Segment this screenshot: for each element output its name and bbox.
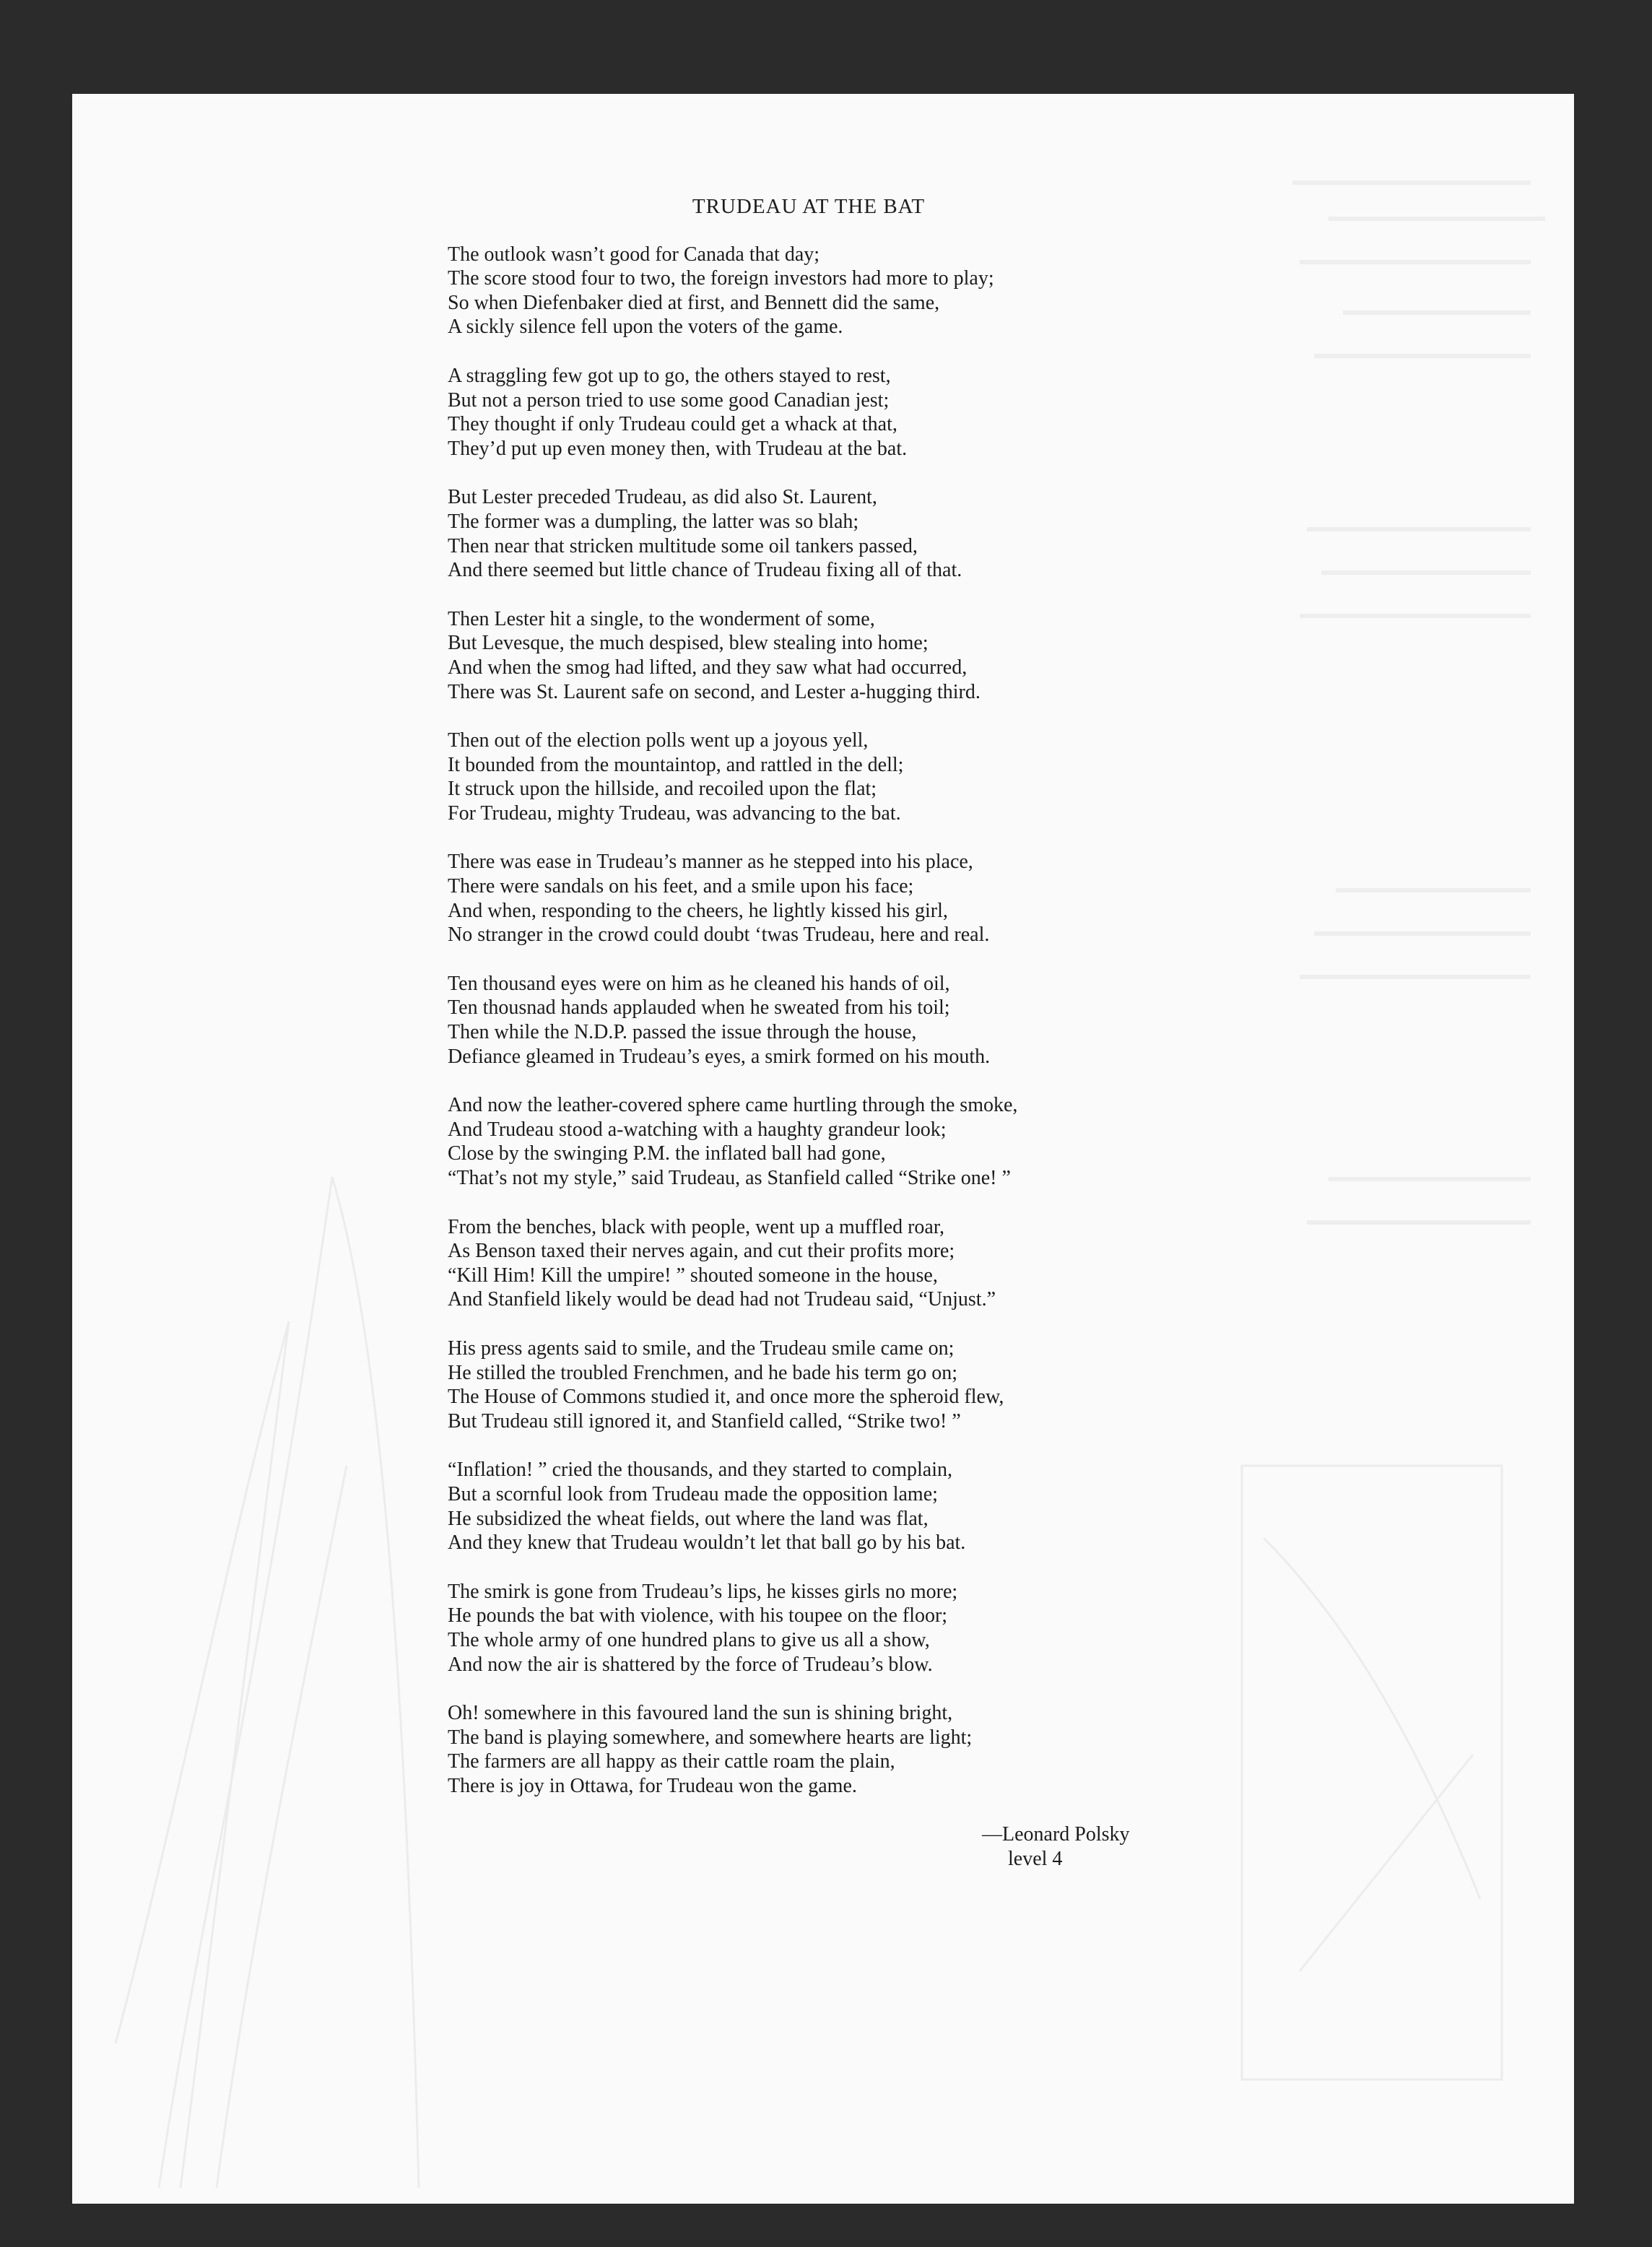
stanza-2: [448, 364, 1314, 461]
poem-line: The score stood four to two, the foreign investors had more to play;: [448, 267, 994, 290]
poem-line: Then near that stricken multitude some oil tankers passed,: [448, 534, 918, 557]
poem-line: And when, responding to the cheers, he lightly kissed his girl,: [448, 899, 948, 922]
poem-line: There was St. Laurent safe on second, and Lester a-hugging third.: [448, 680, 981, 703]
author-name: —Leonard Polsky: [982, 1823, 1130, 1846]
poem-line: But Levesque, the much despised, blew stealing into home;: [448, 632, 929, 655]
stanza-3: [448, 485, 1314, 582]
poem-line: A straggling few got up to go, the others stayed to rest,: [448, 364, 891, 387]
poem-line: His press agents said to smile, and the Trudeau smile came on;: [448, 1337, 955, 1360]
poem-line: Then out of the election polls went up a joyous yell,: [448, 729, 869, 752]
poem-line: And Trudeau stood a-watching with a haughty grandeur look;: [448, 1118, 947, 1141]
poem-line: They thought if only Trudeau could get a whack at that,: [448, 413, 897, 436]
poem-line: No stranger in the crowd could doubt ‘twas Trudeau, here and real.: [448, 923, 990, 947]
poem-line: The smirk is gone from Trudeau’s lips, he kisses girls no more;: [448, 1580, 958, 1603]
poem-line: Close by the swinging P.M. the inflated ball had gone,: [448, 1142, 886, 1165]
poem-line: He pounds the bat with violence, with his toupee on the floor;: [448, 1604, 948, 1627]
poem-line: The outlook wasn’t good for Canada that day;: [448, 243, 820, 266]
poem-line: But a scornful look from Trudeau made the opposition lame;: [448, 1482, 938, 1505]
poem-line: Then while the N.D.P. passed the issue through the house,: [448, 1021, 917, 1044]
poem-line: Oh! somewhere in this favoured land the sun is shining bright,: [448, 1702, 953, 1725]
poem-line: They’d put up even money then, with Trudeau at the bat.: [448, 437, 908, 460]
poem-line: Defiance gleamed in Trudeau’s eyes, a smirk formed on his mouth.: [448, 1045, 991, 1068]
poem-line: “That’s not my style,” said Trudeau, as Stanfield called “Strike one! ”: [448, 1167, 1011, 1189]
stanza-5: [448, 729, 1314, 825]
poem-line: The farmers are all happy as their cattle roam the plain,: [448, 1750, 895, 1773]
stanza-1: [448, 243, 1314, 339]
poem-line: And there seemed but little chance of Trudeau fixing all of that.: [448, 559, 962, 582]
poem-line: The former was a dumpling, the latter was so blah;: [448, 510, 859, 533]
poem-line: And when the smog had lifted, and they saw what had occurred,: [448, 656, 968, 679]
poem-line: He subsidized the wheat fields, out where the land was flat,: [448, 1507, 929, 1530]
poem-line: It bounded from the mountaintop, and rattled in the dell;: [448, 753, 904, 776]
poem-line: The whole army of one hundred plans to give us all a show,: [448, 1628, 930, 1651]
poem-line: There were sandals on his feet, and a smile upon his face;: [448, 875, 914, 898]
poem-line: For Trudeau, mighty Trudeau, was advancing to the bat.: [448, 801, 901, 825]
stanza-9: [448, 1215, 1314, 1312]
poem: [448, 195, 1314, 1872]
poem-line: “Inflation! ” cried the thousands, and they started to complain,: [448, 1459, 953, 1482]
poem-line: Ten thousand eyes were on him as he cleaned his hands of oil,: [448, 972, 950, 995]
stanza-10: [448, 1337, 1314, 1433]
stanza-12: [448, 1580, 1314, 1677]
poem-title: TRUDEAU AT THE BAT: [692, 195, 926, 218]
poem-line: There was ease in Trudeau’s manner as he stepped into his place,: [448, 851, 973, 874]
poem-line: And Stanfield likely would be dead had not Trudeau said, “Unjust.”: [448, 1288, 996, 1311]
author-level: level 4: [1008, 1848, 1063, 1871]
poem-line: The band is playing somewhere, and somewhere hearts are light;: [448, 1726, 973, 1749]
stanza-4: [448, 607, 1314, 704]
document-page: [72, 94, 1574, 2204]
poem-line: As Benson taxed their nerves again, and cut their profits more;: [448, 1240, 955, 1263]
poem-line: Ten thousnad hands applauded when he sweated from his toil;: [448, 996, 950, 1020]
stanza-13: [448, 1701, 1314, 1798]
poem-line: A sickly silence fell upon the voters of the game.: [448, 316, 843, 339]
poem-line: From the benches, black with people, went up a muffled roar,: [448, 1215, 945, 1238]
stanza-6: [448, 850, 1314, 947]
poem-line: “Kill Him! Kill the umpire! ” shouted someone in the house,: [448, 1264, 938, 1287]
poem-line: And they knew that Trudeau wouldn’t let that ball go by his bat.: [448, 1531, 966, 1555]
poem-line: But Lester preceded Trudeau, as did also St. Laurent,: [448, 486, 877, 509]
stanza-11: [448, 1458, 1314, 1555]
poem-line: It struck upon the hillside, and recoiled upon the flat;: [448, 778, 877, 801]
poem-stanzas: [448, 243, 1314, 1799]
poem-line: And now the air is shattered by the force of Trudeau’s blow.: [448, 1653, 933, 1676]
poem-line: But Trudeau still ignored it, and Stanfield called, “Strike two! ”: [448, 1409, 961, 1433]
poem-line: The House of Commons studied it, and once more the spheroid flew,: [448, 1386, 1004, 1409]
poem-line: And now the leather-covered sphere came hurtling through the smoke,: [448, 1094, 1018, 1117]
poem-line: He stilled the troubled Frenchmen, and he bade his term go on;: [448, 1361, 958, 1384]
stanza-8: [448, 1093, 1314, 1190]
poem-line: Then Lester hit a single, to the wonderment of some,: [448, 607, 875, 630]
signature: [982, 1822, 1314, 1871]
poem-line: So when Diefenbaker died at first, and Bennett did the same,: [448, 291, 940, 314]
stanza-7: [448, 972, 1314, 1069]
poem-line: There is joy in Ottawa, for Trudeau won the game.: [448, 1774, 857, 1797]
poem-line: But not a person tried to use some good Canadian jest;: [448, 388, 890, 412]
